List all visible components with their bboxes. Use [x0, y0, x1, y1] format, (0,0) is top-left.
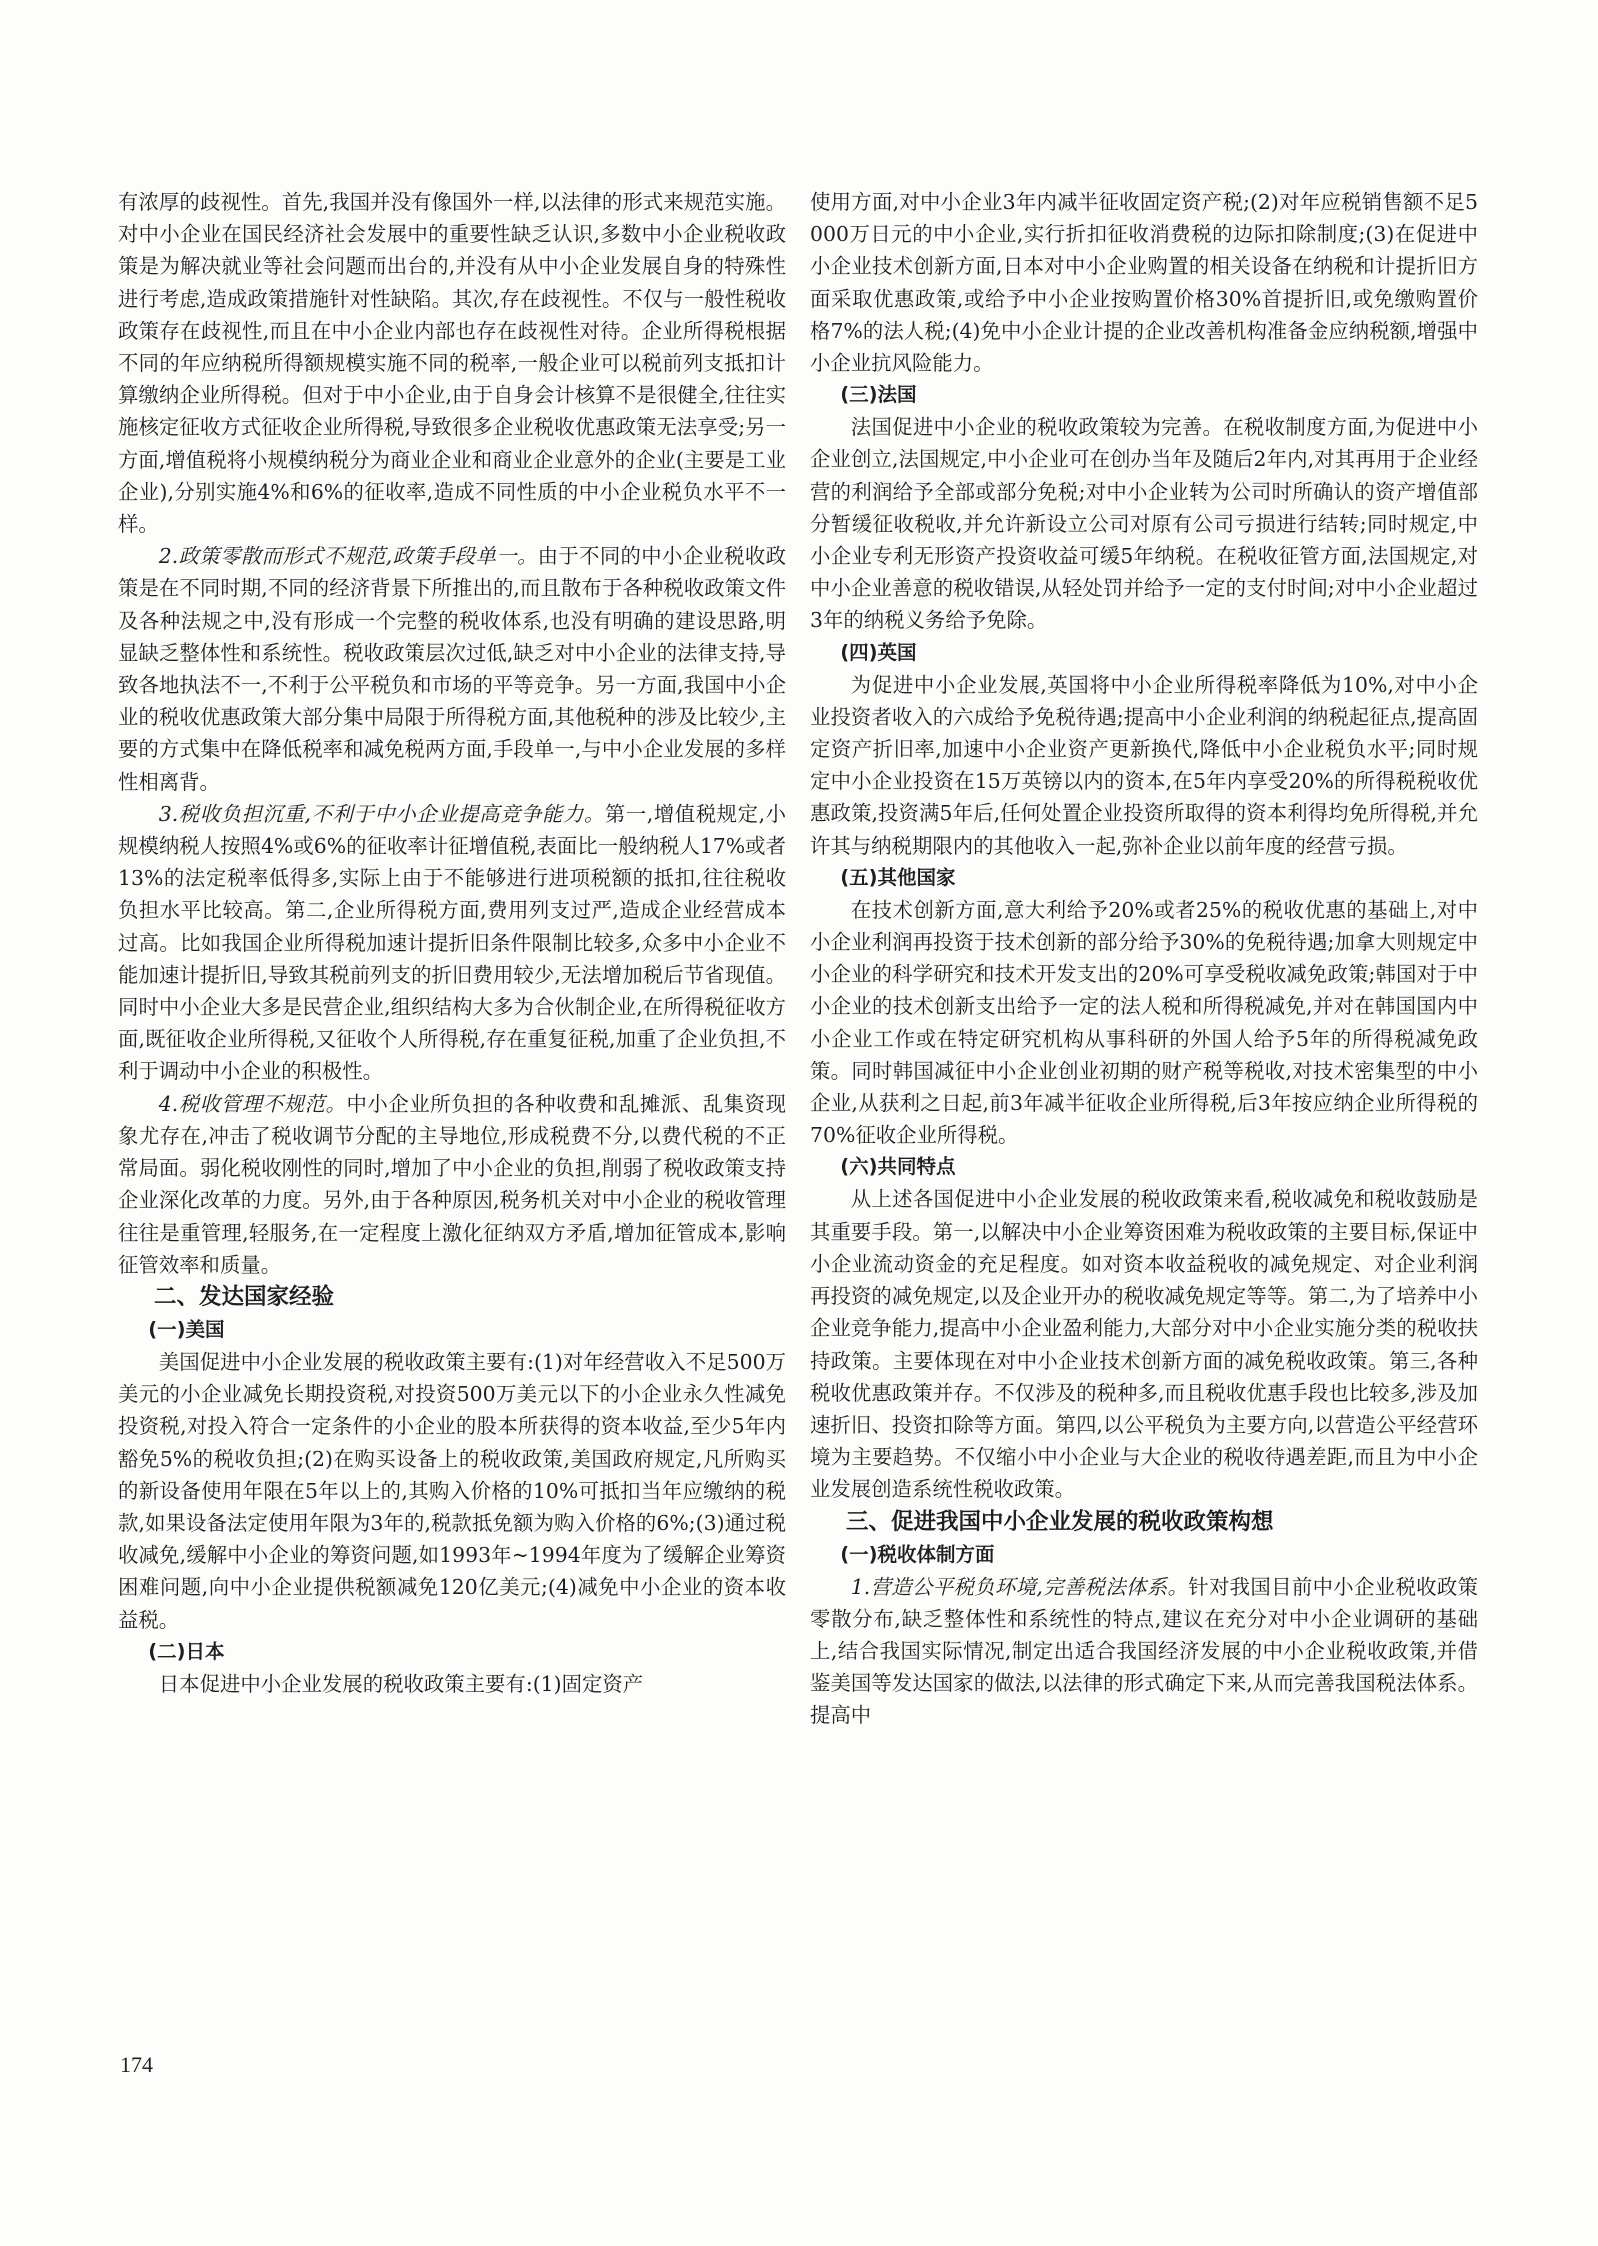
body-paragraph	[118, 798, 786, 1088]
body-paragraph: 使用方面,对中小企业3年内减半征收固定资产税;(2)对年应税销售额不足5 000万日元的中小企业,实行折扣征收消费税的边际扣除制度;(3)在促进中小企业技术创新方面,日本对中小企业购置的相关设备在纳税和计提折旧方面采取优惠政策,或给予中小企业按购置价格30%首提折旧,或免缴购置价格7%的法人税;(4)免中小企业计提的企业改善机构准备金应纳税额,增强中小企业抗风险能力。	[810, 190, 1478, 376]
subsection-heading: (二)日本	[148, 1639, 225, 1663]
section-heading: 三、促进我国中小企业发展的税收政策构想	[846, 1508, 1274, 1535]
body-paragraph: 为促进中小企业发展,英国将中小企业所得税率降低为10%,对中小企业投资者收入的六成给予免税待遇;提高中小企业利润的纳税起征点,提高固定资产折旧率,加速中小企业资产更新换代,降低中小企业税负水平;同时规定中小企业投资在15万英镑以内的资本,在5年内享受20%的所得税税收优惠政策,投资满5年后,任何处置企业投资所取得的资本利得均免所得税,并允许其与纳税期限内的其他收入一起,弥补企业以前年度的经营亏损。	[810, 672, 1478, 858]
paragraph-lead-phrase: 1.营造公平税负环境,完善税法体系。	[850, 1574, 1189, 1599]
paragraph-body-text: 第一,增值税规定,小规模纳税人按照4%或6%的征收率计征增值税,表面比一般纳税人17%或者13%的法定税率低得多,实际上由于不能够进行进项税额的抵扣,往往税收负担水平比较高。第二,企业所得税方面,费用列支过严,造成企业经营成本过高。比如我国企业所得税加速计提折旧条件限制比较多,众多中小企业不能加速计提折旧,导致其税前列支的折旧费用较少,无法增加税后节省现值。同时中小企业大多是民营企业,组织结构大多为合伙制企业,在所得税征收方面,既征收企业所得税,又征收个人所得税,存在重复征税,加重了企业负担,不利于调动中小企业的积极性。	[118, 801, 787, 1084]
section-heading: 二、发达国家经验	[154, 1283, 335, 1310]
body-paragraph: 美国促进中小企业发展的税收政策主要有:(1)对年经营收入不足500万美元的小企业减免长期投资税,对投资500万美元以下的小企业永久性减免投资税,对投入符合一定条件的小企业的股本所获得的资本收益,至少5年内豁免5%的税收负担;(2)在购买设备上的税收政策,美国政府规定,凡所购买的新设备使用年限在5年以上的,其购入价格的10%可抵扣当年应缴纳的税款,如果设备法定使用年限为3年的,税款抵免额为购入价格的6%;(3)通过税收减免,缓解中小企业的筹资问题,如1993年~1994年度为了缓解企业筹资困难问题,向中小企业提供税额减免120亿美元;(4)减免中小企业的资本收益税。	[118, 1349, 786, 1632]
subsection-heading: (一)税收体制方面	[840, 1542, 995, 1566]
paragraph-lead-phrase: 2.政策零散而形式不规范,政策手段单一。	[158, 544, 538, 569]
paragraph-body-text: 由于不同的中小企业税收政策是在不同时期,不同的经济背景下所推出的,而且散布于各种税收政策文件及各种法规之中,没有形成一个完整的税收体系,也没有明确的建设思路,明显缺乏整体性和系统性。税收政策层次过低,缺乏对中小企业的法律支持,导致各地执法不一,不利于公平税负和市场的平等竞争。另一方面,我国中小企业的税收优惠政策大部分集中局限于所得税方面,其他税种的涉及比较少,主要的方式集中在降低税率和减免税两方面,手段单一,与中小企业发展的多样性相离背。	[118, 544, 787, 794]
paragraph-body-text: 针对我国目前中小企业税收政策零散分布,缺乏整体性和系统性的特点,建议在充分对中小企业调研的基础上,结合我国实际情况,制定出适合我国经济发展的中小企业税收政策,并借鉴美国等发达国家的做法,以法律的形式确定下来,从而完善我国税法体系。提高中	[810, 1574, 1479, 1728]
body-paragraph: 有浓厚的歧视性。首先,我国并没有像国外一样,以法律的形式来规范实施。对中小企业在国民经济社会发展中的重要性缺乏认识,多数中小企业税收政策是为解决就业等社会问题而出台的,并没有从中小企业发展自身的特殊性进行考虑,造成政策措施针对性缺陷。其次,存在歧视性。不仅与一般性税收政策存在歧视性,而且在中小企业内部也存在歧视性对待。企业所得税根据不同的年应纳税所得额规模实施不同的税率,一般企业可以税前列支抵扣计算缴纳企业所得税。但对于中小企业,由于自身会计核算不是很健全,往往实施核定征收方式征收企业所得税,导致很多企业税收优惠政策无法享受;另一方面,增值税将小规模纳税分为商业企业和商业企业意外的企业(主要是工业企业),分别实施4%和6%的征收率,造成不同性质的中小企业税负水平不一样。	[118, 190, 786, 537]
body-paragraph	[118, 540, 786, 798]
subsection-heading: (五)其他国家	[840, 865, 956, 889]
paragraph-lead-phrase: 3.税收负担沉重,不利于中小企业提高竞争能力。	[158, 801, 605, 826]
body-paragraph	[810, 1571, 1478, 1732]
subsection-heading: (六)共同特点	[840, 1155, 956, 1179]
left-column	[118, 186, 786, 1700]
subsection-heading: (三)法国	[840, 383, 917, 407]
body-paragraph: 在技术创新方面,意大利给予20%或者25%的税收优惠的基础上,对中小企业利润再投资于技术创新的部分给予30%的免税待遇;加拿大则规定中小企业的科学研究和技术开发支出的20%可享受税收减免政策;韩国对于中小企业的技术创新支出给予一定的法人税和所得税减免,并对在韩国国内中小企业工作或在特定研究机构从事科研的外国人给予5年的所得税减免政策。同时韩国减征中小企业创业初期的财产税等税收,对技术密集型的中小企业,从获利之日起,前3年减半征收企业所得税,后3年按应纳企业所得税的70%征收企业所得税。	[810, 897, 1478, 1148]
body-paragraph: 法国促进中小企业的税收政策较为完善。在税收制度方面,为促进中小企业创立,法国规定,中小企业可在创办当年及随后2年内,对其再用于企业经营的利润给予全部或部分免税;对中小企业转为公司时所确认的资产增值部分暂缓征收税收,并允许新设立公司对原有公司亏损进行结转;同时规定,中小企业专利无形资产投资收益可缓5年纳税。在税收征管方面,法国规定,对中小企业善意的税收错误,从轻处罚并给予一定的支付时间;对中小企业超过3年的纳税义务给予免除。	[810, 415, 1478, 633]
subsection-heading: (一)美国	[148, 1317, 225, 1341]
paragraph-lead-phrase: 4.税收管理不规范。	[158, 1091, 347, 1116]
paragraph-body-text: 中小企业所负担的各种收费和乱摊派、乱集资现象尤存在,冲击了税收调节分配的主导地位,形成税费不分,以费代税的不正常局面。弱化税收刚性的同时,增加了中小企业的负担,削弱了税收政策支持企业深化改革的力度。另外,由于各种原因,税务机关对中小企业的税收管理往往是重管理,轻服务,在一定程度上激化征纳双方矛盾,增加征管成本,影响征管效率和质量。	[118, 1091, 786, 1277]
body-paragraph: 从上述各国促进中小企业发展的税收政策来看,税收减免和税收鼓励是其重要手段。第一,以解决中小企业筹资困难为税收政策的主要目标,保证中小企业流动资金的充足程度。如对资本收益税收的减免规定、对企业利润再投资的减免规定,以及企业开办的税收减免规定等等。第二,为了培养中小企业竞争能力,提高中小企业盈利能力,大部分对中小企业实施分类的税收扶持政策。主要体现在对中小企业技术创新方面的减免税收政策。第三,各种税收优惠政策并存。不仅涉及的税种多,而且税收优惠手段也比较多,涉及加速折旧、投资扣除等方面。第四,以公平税负为主要方向,以营造公平经营环境为主要趋势。不仅缩小中小企业与大企业的税收待遇差距,而且为中小企业发展创造系统性税收政策。	[810, 1187, 1478, 1502]
body-paragraph	[118, 1088, 786, 1281]
subsection-heading: (四)英国	[840, 640, 917, 664]
page-number: 174	[120, 2052, 153, 2077]
body-paragraph: 日本促进中小企业发展的税收政策主要有:(1)固定资产	[158, 1671, 644, 1696]
right-column	[810, 186, 1478, 1732]
